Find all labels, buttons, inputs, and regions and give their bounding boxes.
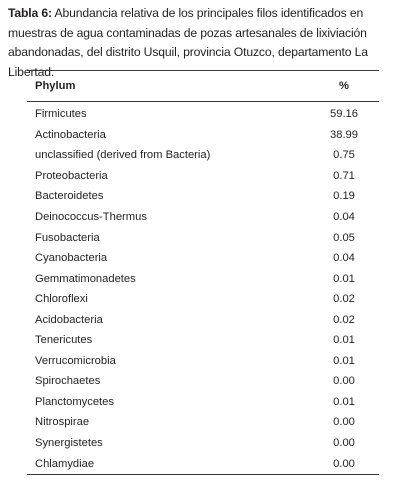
cell-phylum: Spirochaetes	[35, 375, 101, 388]
cell-phylum: Acidobacteria	[35, 313, 103, 326]
table-row	[27, 227, 379, 248]
cell-phylum: Cyanobacteria	[35, 252, 108, 265]
cell-percent: 0.00	[333, 375, 355, 388]
table-row	[27, 104, 379, 125]
table-row	[27, 412, 379, 433]
cell-percent: 0.19	[333, 190, 355, 203]
cell-percent: 0.04	[333, 211, 355, 223]
cell-phylum: Bacteroidetes	[35, 190, 104, 203]
table-row	[27, 289, 379, 310]
cell-percent: 0.00	[333, 437, 355, 450]
table-caption-text: Abundancia relativa de los principales filos identificados en muestras de agua contaminadas de pozas artesanales de lixiviación abandonadas, del distrito Usquil, provincia Otuzco, departamento La Libertad.	[8, 6, 368, 79]
table-row	[27, 351, 379, 372]
cell-phylum: Firmicutes	[35, 108, 87, 121]
table-row	[27, 125, 379, 146]
table-row	[27, 186, 379, 207]
cell-phylum: unclassified (derived from Bacteria)	[35, 149, 211, 162]
header-phylum: Phylum	[35, 80, 76, 92]
cell-phylum: Gemmatimonadetes	[35, 272, 136, 285]
table-row	[27, 392, 379, 413]
cell-phylum: Fusobacteria	[35, 231, 100, 244]
table-row	[27, 207, 379, 228]
cell-phylum: Verrucomicrobia	[35, 354, 116, 367]
header-percent: %	[339, 80, 349, 92]
cell-phylum: Tenericutes	[35, 334, 93, 347]
table-row	[27, 453, 379, 474]
cell-percent: 0.01	[333, 395, 355, 408]
cell-percent: 0.01	[333, 272, 355, 285]
cell-percent: 0.01	[333, 354, 355, 367]
table-row	[27, 268, 379, 289]
cell-percent: 0.00	[333, 416, 355, 429]
table-body	[27, 104, 379, 474]
table-row	[27, 309, 379, 330]
table-row	[27, 145, 379, 166]
cell-phylum: Deinococcus-Thermus	[35, 211, 147, 223]
table-row	[27, 371, 379, 392]
cell-phylum: Chlamydiae	[35, 457, 95, 470]
cell-phylum: Synergistetes	[35, 437, 103, 450]
cell-percent: 38.99	[330, 128, 358, 141]
table-row	[27, 433, 379, 454]
table-row	[27, 248, 379, 269]
table-header-row	[27, 71, 379, 101]
cell-phylum: Chloroflexi	[35, 293, 88, 306]
table-row	[27, 330, 379, 351]
table-bottom-rule	[27, 474, 379, 475]
table-header-rule	[27, 101, 379, 102]
cell-percent: 0.01	[333, 334, 355, 347]
table-caption-label: Tabla 6:	[8, 6, 52, 20]
cell-phylum: Actinobacteria	[35, 128, 106, 141]
phylum-abundance-table	[27, 70, 379, 475]
cell-percent: 0.71	[333, 169, 355, 182]
cell-phylum: Proteobacteria	[35, 169, 108, 182]
cell-percent: 59.16	[330, 108, 358, 121]
cell-phylum: Nitrospirae	[35, 416, 90, 429]
cell-percent: 0.02	[333, 293, 355, 306]
cell-percent: 0.02	[333, 313, 355, 326]
cell-phylum: Planctomycetes	[35, 395, 114, 408]
cell-percent: 0.04	[333, 252, 355, 265]
cell-percent: 0.00	[333, 457, 355, 470]
cell-percent: 0.75	[333, 149, 355, 162]
table-row	[27, 166, 379, 187]
cell-percent: 0.05	[333, 231, 355, 244]
